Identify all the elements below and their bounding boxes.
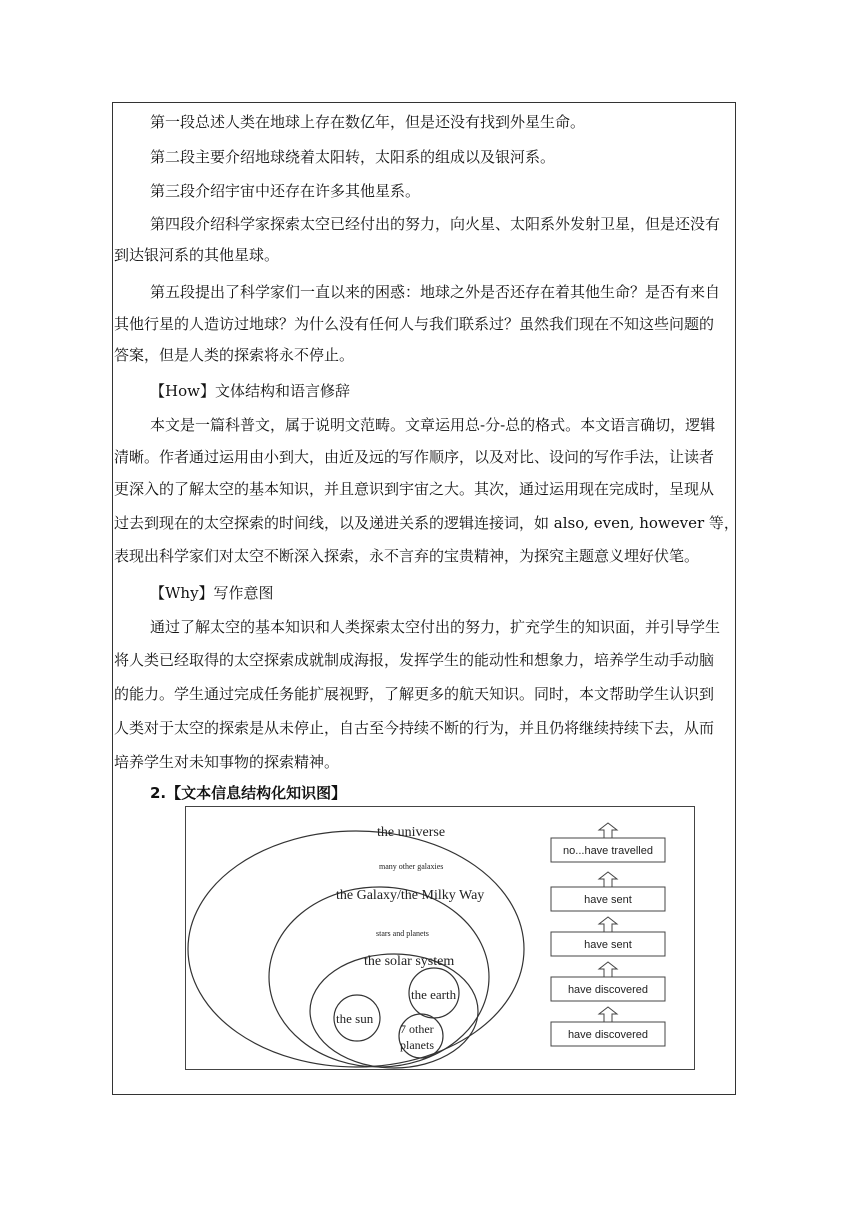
stack-box-label: no...have travelled bbox=[563, 845, 653, 857]
stack-box-label: have sent bbox=[584, 939, 632, 951]
section-heading: 2.【文本信息结构化知识图】 bbox=[150, 784, 347, 802]
stack-box-label: have discovered bbox=[567, 1029, 649, 1041]
up-arrow-icon bbox=[599, 823, 617, 838]
why-line-5: 培养学生对未知事物的探索精神。 bbox=[114, 753, 340, 771]
why-line-4: 人类对于太空的探索是从未停止，自古至今持续不断的行为，并且仍将继续持续下去，从而 bbox=[114, 719, 715, 737]
up-arrow-icon bbox=[599, 1007, 617, 1022]
up-arrow-icon bbox=[599, 872, 617, 887]
stars-and-planets-label: stars and planets bbox=[376, 929, 429, 938]
how-line-3: 更深入的了解太空的基本知识，并且意识到宇宙之大。其次，通过运用现在完成时，呈现从 bbox=[114, 480, 715, 498]
why-line-3: 的能力。学生通过完成任务能扩展视野，了解更多的航天知识。同时，本文帮助学生认识到 bbox=[114, 685, 715, 703]
paragraph-5-line-2: 其他行星的人造访过地球？为什么没有任何人与我们联系过？虽然我们现在不知这些问题的 bbox=[114, 315, 715, 333]
galaxy-label: the Galaxy/the Milky Way bbox=[336, 888, 485, 903]
paragraph-3: 第三段介绍宇宙中还存在许多其他星系。 bbox=[150, 182, 421, 200]
how-title: 【How】文体结构和语言修辞 bbox=[150, 382, 350, 400]
paragraph-4-line-2: 到达银河系的其他星球。 bbox=[114, 246, 280, 264]
up-arrow-icon bbox=[599, 962, 617, 977]
why-title: 【Why】写作意图 bbox=[150, 584, 274, 602]
universe-circle bbox=[188, 831, 524, 1067]
how-line-4: 过去到现在的太空探索的时间线，以及递进关系的逻辑连接词，如 also, even, however 等， bbox=[114, 514, 739, 532]
other-planets-label-1: 7 other bbox=[400, 1022, 434, 1036]
solar-system-label: the solar system bbox=[364, 954, 455, 969]
paragraph-1: 第一段总述人类在地球上存在数亿年，但是还没有找到外星生命。 bbox=[150, 113, 586, 131]
other-planets-label-2: planets bbox=[400, 1038, 434, 1052]
knowledge-map-svg bbox=[186, 807, 696, 1071]
paragraph-5-line-3: 答案，但是人类的探索将永不停止。 bbox=[114, 346, 355, 364]
why-line-1: 通过了解太空的基本知识和人类探索太空付出的努力，扩充学生的知识面，并引导学生 bbox=[150, 618, 721, 636]
paragraph-4-line-1: 第四段介绍科学家探索太空已经付出的努力，向火星、太阳系外发射卫星，但是还没有 bbox=[150, 215, 721, 233]
universe-label: the universe bbox=[377, 825, 446, 840]
up-arrow-icon bbox=[599, 917, 617, 932]
how-line-5: 表现出科学家们对太空不断深入探索，永不言弃的宝贵精神，为探究主题意义埋好伏笔。 bbox=[114, 547, 700, 565]
how-line-1: 本文是一篇科普文，属于说明文范畴。文章运用总-分-总的格式。本文语言确切，逻辑 bbox=[150, 416, 716, 434]
stack-box-label: have sent bbox=[584, 894, 632, 906]
paragraph-2: 第二段主要介绍地球绕着太阳转，太阳系的组成以及银河系。 bbox=[150, 148, 556, 166]
knowledge-map-figure bbox=[185, 806, 695, 1070]
paragraph-5-line-1: 第五段提出了科学家们一直以来的困惑：地球之外是否还存在着其他生命？是否有来自 bbox=[150, 283, 721, 301]
sun-label: the sun bbox=[336, 1011, 374, 1026]
many-other-galaxies-label: many other galaxies bbox=[379, 862, 444, 871]
how-line-2: 清晰。作者通过运用由小到大，由近及远的写作顺序，以及对比、设问的写作手法，让读者 bbox=[114, 448, 715, 466]
earth-label: the earth bbox=[411, 987, 457, 1002]
stack-box-label: have discovered bbox=[567, 984, 649, 996]
exploration-stack bbox=[551, 823, 665, 1046]
why-line-2: 将人类已经取得的太空探索成就制成海报，发挥学生的能动性和想象力，培养学生动手动脑 bbox=[114, 651, 715, 669]
galaxy-circle bbox=[269, 887, 489, 1067]
